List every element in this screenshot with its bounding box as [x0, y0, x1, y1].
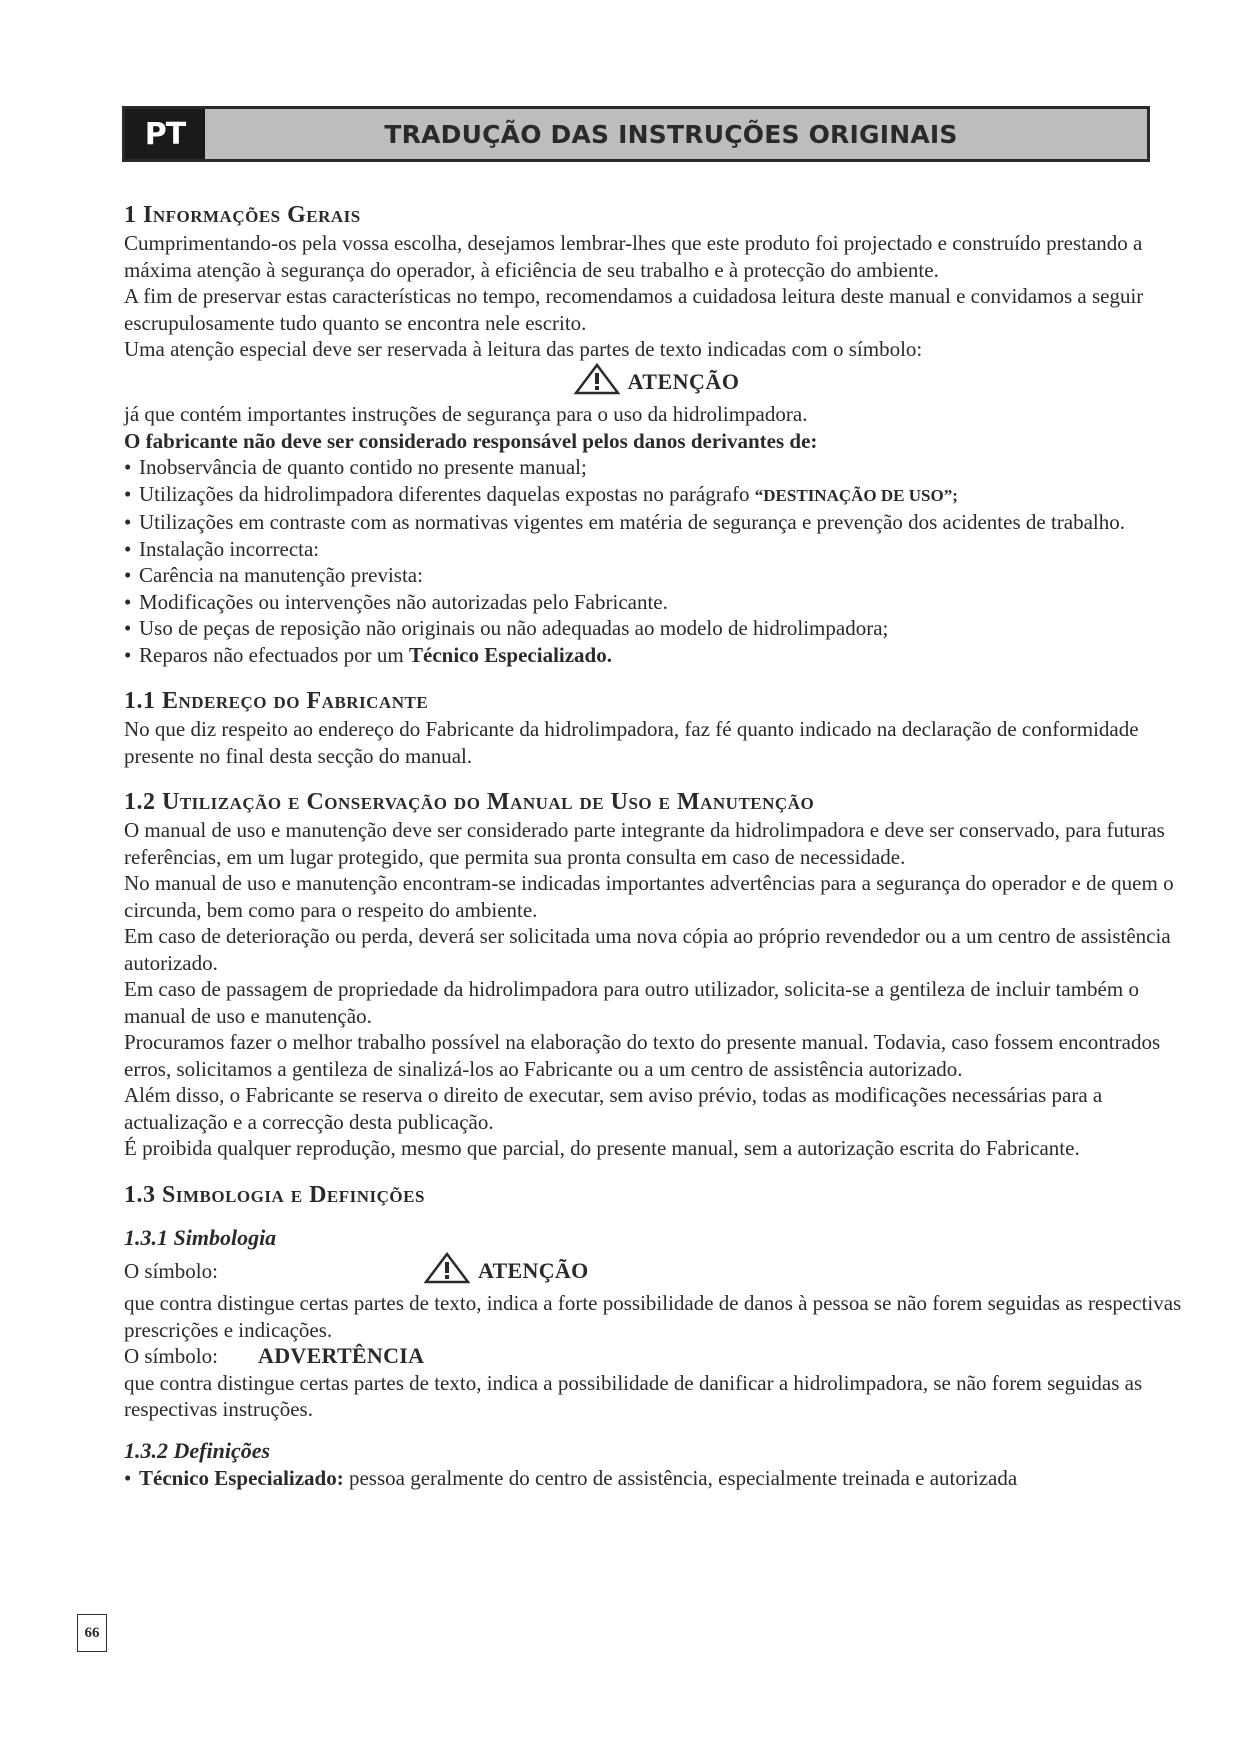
header-title: TRADUÇÃO DAS INSTRUÇÕES ORIGINAIS	[384, 119, 958, 149]
attention-label: ATENÇÃO	[478, 1257, 589, 1283]
section-1-3-heading: 1.3 Simbologia e Definições	[124, 1181, 425, 1208]
attention-symbol-row	[124, 1252, 1189, 1291]
list-item-text: Utilizações da hidrolimpadora diferentes daquelas expostas no parágrafo	[139, 481, 755, 506]
list-item: • Instalação incorrecta:	[124, 536, 1189, 563]
sec12-paragraph-3: Em caso de deterioração ou perda, deverá ser solicitada uma nova cópia ao próprio revendedor ou a um centro de assistência autorizado.	[124, 924, 1171, 975]
sec1-paragraph-2: A fim de preservar estas características no tempo, recomendamos a cuidadosa leitura deste manual e convidamos a seguir escrupulosamente tudo quanto se encontra nele escrito.	[124, 284, 1144, 335]
sec1-paragraph-3: Uma atenção especial deve ser reservada à leitura das partes de texto indicadas com o símbolo:	[124, 337, 923, 361]
sec12-paragraph-7: É proibida qualquer reprodução, mesmo que parcial, do presente manual, sem a autorização escrita do Fabricante.	[124, 1136, 1080, 1160]
sec12-paragraph-5: Procuramos fazer o melhor trabalho possível na elaboração do texto do presente manual. Todavia, caso fossem encontrados erros, solicitamos a gentileza de sinalizá-los ao Fabricante ou a um centro de assistência autorizado.	[124, 1030, 1161, 1081]
page-header	[122, 106, 1150, 162]
warning-symbol-row	[124, 1343, 1189, 1370]
list-item: • Carência na manutenção prevista:	[124, 562, 1189, 589]
list-item-text: Reparos não efectuados por um	[139, 642, 409, 667]
symbol-label: O símbolo:	[124, 1344, 218, 1368]
list-item: • Utilizações em contraste com as normativas vigentes em matéria de segurança e prevenção dos acidentes de trabalho.	[124, 509, 1189, 536]
subsection-1-3-1-heading: 1.3.1 Simbologia	[124, 1224, 277, 1250]
sec11-paragraph-1: No que diz respeito ao endereço do Fabricante da hidrolimpadora, faz fé quanto indicado na declaração de conformidade presente no final desta secção do manual.	[124, 717, 1139, 768]
spacer	[124, 769, 1189, 787]
page-number: 66	[77, 1614, 107, 1652]
attention-description: que contra distingue certas partes de texto, indica a forte possibilidade de danos à pessoa se não forem seguidas as respectivas prescrições e indicações.	[124, 1291, 1182, 1342]
spacer	[124, 668, 1189, 686]
sec1-paragraph-1: Cumprimentando-os pela vossa escolha, desejamos lembrar-lhes que este produto foi projectado e construído prestando a máxima atenção à segurança do operador, à eficiência de seu trabalho e à protecção do ambiente.	[124, 231, 1143, 282]
warning-triangle-icon	[424, 1252, 470, 1291]
document-body	[124, 200, 1189, 1491]
definitions-list	[124, 1465, 1189, 1492]
language-tag: PT	[125, 109, 205, 159]
sec12-paragraph-1: O manual de uso e manutenção deve ser considerado parte integrante da hidrolimpadora e deve ser conservado, para futuras referências, em um lugar protegido, que permita sua pronta consulta em caso de necessidade.	[124, 818, 1165, 869]
sec12-paragraph-2: No manual de uso e manutenção encontram-se indicadas importantes advertências para a segurança do operador e de quem o circunda, bem como para o respeito do ambiente.	[124, 871, 1174, 922]
list-item: • Inobservância de quanto contido no presente manual;	[124, 454, 1189, 481]
attention-label: ATENÇÃO	[627, 368, 740, 394]
subsection-1-3-2-heading: 1.3.2 Definições	[124, 1437, 271, 1463]
sec12-paragraph-4: Em caso de passagem de propriedade da hidrolimpadora para outro utilizador, solicita-se a gentileza de incluir também o manual de uso e manutenção.	[124, 977, 1139, 1028]
section-1-heading: 1 Informações Gerais	[124, 202, 361, 228]
spacer	[124, 1210, 1189, 1224]
section-1-1-heading: 1.1 Endereço do Fabricante	[124, 688, 429, 714]
definition-text: pessoa geralmente do centro de assistência, especialmente treinada e autorizada	[343, 1465, 1018, 1490]
technician-term: Técnico Especializado.	[409, 642, 612, 667]
liability-list	[124, 454, 1189, 668]
definition-term: Técnico Especializado:	[139, 1465, 344, 1490]
attention-notice	[124, 363, 1189, 402]
sec12-paragraph-6: Além disso, o Fabricante se reserva o direito de executar, sem aviso prévio, todas as modificações necessárias para a actualização e a correcção desta publicação.	[124, 1083, 1103, 1134]
warning-triangle-icon	[574, 363, 620, 402]
spacer	[124, 1423, 1189, 1437]
spacer	[124, 1162, 1189, 1180]
sec1-liability-statement: O fabricante não deve ser considerado responsável pelos danos derivantes de:	[124, 428, 818, 453]
paragraph-reference: “DESTINAÇÃO DE USO”;	[754, 485, 958, 505]
list-item	[124, 481, 1189, 510]
warning-label: ADVERTÊNCIA	[258, 1343, 425, 1368]
sec1-paragraph-4: já que contém importantes instruções de segurança para o uso da hidrolimpadora.	[124, 402, 808, 426]
warning-description: que contra distingue certas partes de texto, indica a possibilidade de danificar a hidrolimpadora, se não forem seguidas as respectivas instruções.	[124, 1370, 1143, 1421]
list-item	[124, 642, 1189, 669]
list-item	[124, 1465, 1189, 1492]
list-item: • Uso de peças de reposição não originais ou não adequadas ao modelo de hidrolimpadora;	[124, 615, 1189, 642]
section-1-2-heading: 1.2 Utilização e Conservação do Manual de Uso e Manutenção	[124, 789, 815, 815]
symbol-label: O símbolo:	[124, 1258, 218, 1283]
list-item: • Modificações ou intervenções não autorizadas pelo Fabricante.	[124, 589, 1189, 616]
